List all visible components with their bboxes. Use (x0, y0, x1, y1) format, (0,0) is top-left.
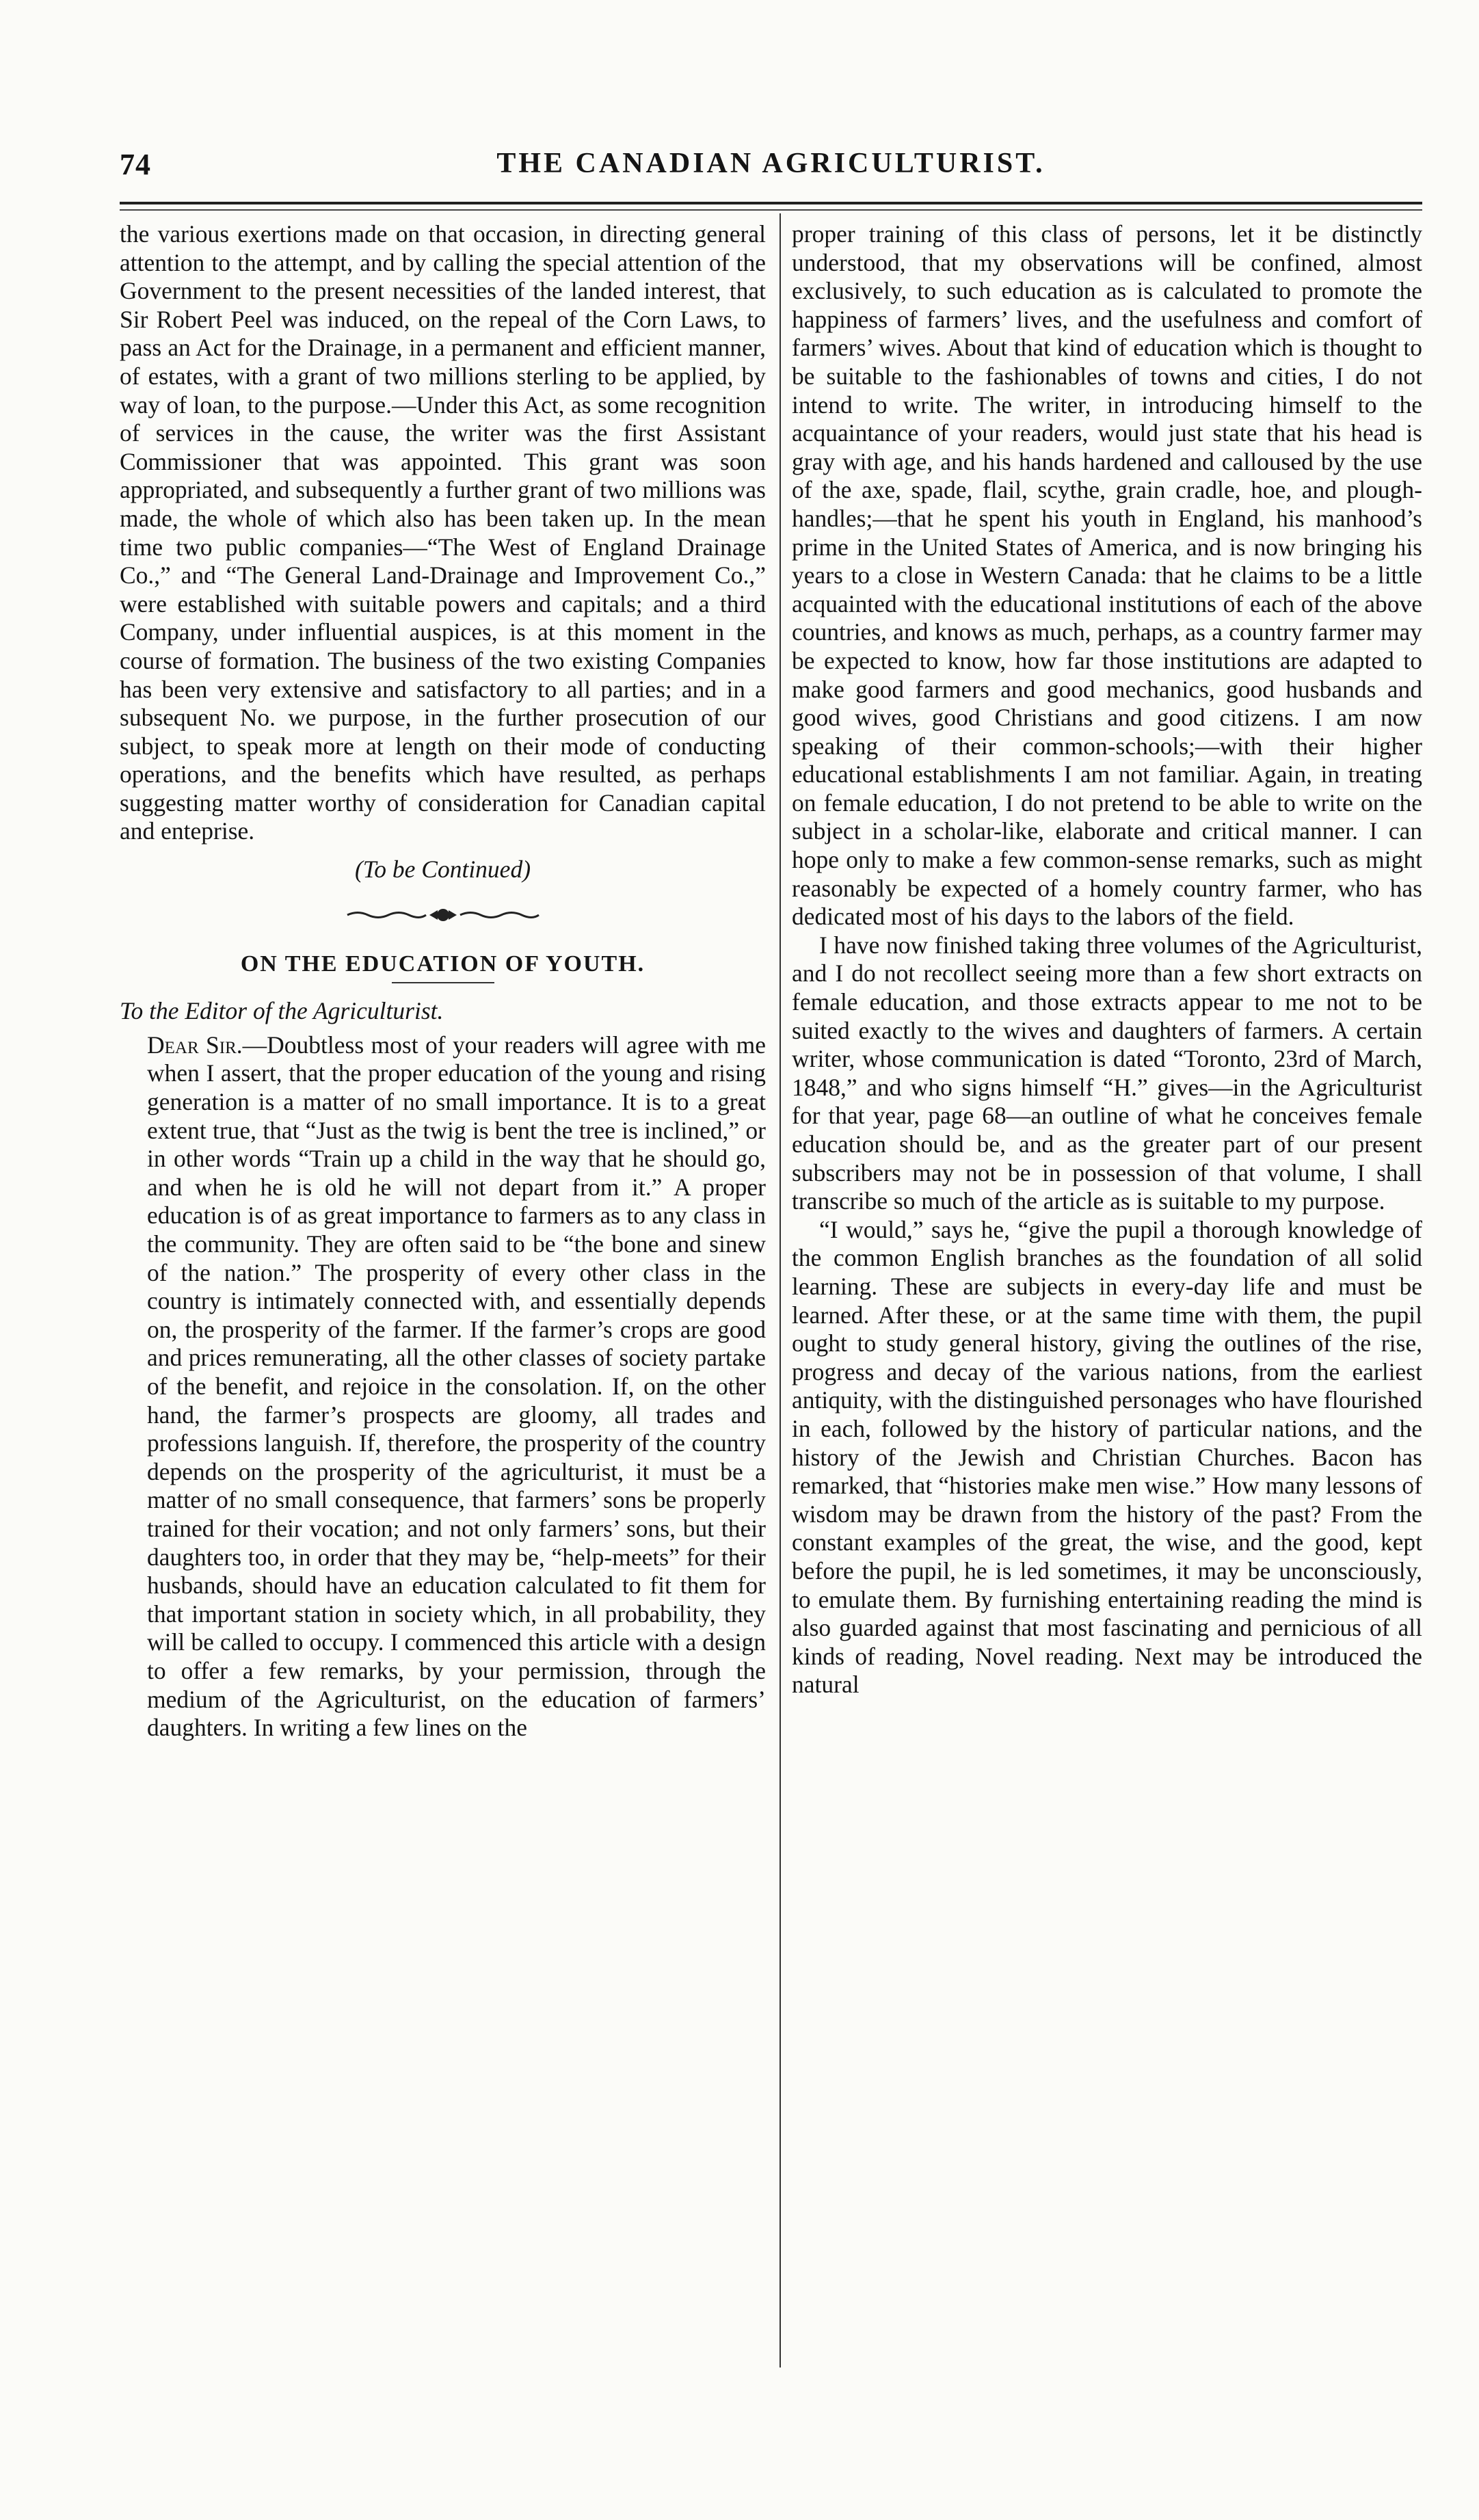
salutation: Dear Sir. (147, 1031, 243, 1059)
continued-paragraph: the various exertions made on that occasion, in directing general attention to the attempt, and by calling the special attention of the Government to the present necessities of the landed interest, that Sir Robert Peel was induced, on the repeal of the Corn Laws, to pass an Act for the Drainage, in a permanent and efficient manner, of estates, with a grant of two millions sterling to be applied, by way of loan, to the purpose.—Under this Act, as some recognition of services in the cause, the writer was the first Assistant Commissioner that was appointed. This grant was soon appropriated, and subsequently a further grant of two millions was made, the whole of which also has been taken up. In the mean time two public companies—“The West of England Drainage Co.,” and “The General Land-Drainage and Improvement Co.,” were established with suitable powers and capitals; and a third Company, under influential auspices, is at this moment in the course of formation. The business of the two existing Companies has been very extensive and satisfactory to all parties; and in a subsequent No. we purpose, in the further prosecution of our subject, to speak more at length on their mode of conducting operations, and the benefits which have resulted, as perhaps suggesting matter worthy of consideration for Canadian capital and enteprise. (120, 220, 766, 845)
page-header (120, 147, 1422, 202)
letter-opening-paragraph (120, 1031, 766, 1742)
letter-paragraph-text: —Doubtless most of your readers will agree with me when I assert, that the proper education of the young and rising generation is a matter of no small importance. It is to a great extent true, that “Just as the twig is bent the tree is inclined,” or in other words “Train up a child in the way that he should go, and when he is old he will not depart from it.” A proper education is of as great importance to farmers as to any class in the community. They are often said to be “the bone and sinew of the nation.” The prosperity of every other class in the country is intimately connected with, and essentially depends on, the prosperity of the farmer. If the farmer’s crops are good and prices remunerating, all the other classes of society partake of the benefit, and rejoice in the consolation. If, on the other hand, the farmer’s prospects are gloomy, all trades and professions languish. If, therefore, the prosperity of the country depends on the prosperity of the agriculturist, it must be a matter of no small consequence, that farmers’ sons be properly trained for their vocation; and not only farmers’ sons, but their daughters too, in order that they may be, “help-meets” for their husbands, should have an education calculated to fit them for that important station in society which, in all probability, they will be called to occupy. I commenced this article with a design to offer a few remarks, by your permission, through the medium of the Agriculturist, on the education of farmers’ daughters. In writing a few lines on the (147, 1031, 766, 1742)
header-rule (120, 202, 1422, 204)
page-number: 74 (120, 148, 151, 181)
header-rule-thin (120, 209, 1422, 211)
column-divider (780, 213, 781, 2368)
running-title: THE CANADIAN AGRICULTURIST. (496, 148, 1045, 179)
to-the-editor: To the Editor of the Agriculturist. (120, 997, 444, 1025)
right-paragraph-1: proper training of this class of persons, let it be distinctly understood, that my observations will be confined, almost exclusively, to such education as is calculated to promote the happiness of farmers’ lives, and the usefulness and comfort of farmers’ wives. About that kind of education which is thought to be suitable to the fashionables of towns and cities, I do not intend to write. The writer, in introducing himself to the acquaintance of your readers, would just state that his head is gray with age, and his hands hardened and calloused by the use of the axe, spade, flail, scythe, grain cradle, hoe, and plough-handles;—that he spent his youth in England, his manhood’s prime in the United States of America, and is now bringing his years to a close in Western Canada: that he claims to be a little acquainted with the educational institutions of each of the above countries, and knows as much, perhaps, as a country farmer may be expected to know, how far those institutions are adapted to make good farmers and good mechanics, good husbands and good wives, good Christians and good citizens. I am now speaking of their common-schools;—with their higher educational establishments I am not familiar. Again, in treating on female education, I do not pretend to be able to write on the subject in a scholar-like, elaborate and critical manner. I can hope only to make a few common-sense remarks, such as might reasonably be expected of a homely country farmer, who has dedicated most of his days to the labors of the field. (792, 220, 1422, 931)
right-paragraph-3: “I would,” says he, “give the pupil a thorough knowledge of the common English branches as the foundation of all solid learning. These are subjects in every-day life and must be learned. After these, or at the same time with them, the pupil ought to study general history, giving the outlines of the rise, progress and decay of the various nations, from the earliest antiquity, with the distinguished personages who have flourished in each, followed by the history of particular nations, and the history of the Jewish and Christian Churches. Bacon has remarked, that “histories make men wise.” How many lessons of wisdom may be drawn from the history of the past? From the constant examples of the great, the wise, and the good, kept before the pupil, he is led sometimes, it may be unconsciously, to emulate them. By furnishing entertaining reading the mind is also guarded against that most fascinating and pernicious of all kinds of reading, Novel reading. Next may be introduced the natural (792, 1215, 1422, 1699)
right-column (792, 220, 1422, 2374)
article-title: ON THE EDUCATION OF YOUTH. (240, 951, 645, 977)
ornament-divider-icon (341, 905, 546, 925)
title-rule (392, 982, 494, 983)
to-be-continued: (To be Continued) (354, 856, 531, 884)
left-column (120, 220, 766, 2374)
right-paragraph-2: I have now finished taking three volumes of the Agriculturist, and I do not recollect seeing more than a few short extracts on female education, and those extracts appear to me not to be suited exactly to the wives and daughters of farmers. A certain writer, whose communication is dated “Toronto, 23rd of March, 1848,” and who signs himself “H.” gives—in the Agriculturist for that year, page 68—an outline of what he conceives female education should be, and as the greater part of our present subscribers may not be in possession of that volume, I shall transcribe so much of the article as is suitable to my purpose. (792, 931, 1422, 1215)
